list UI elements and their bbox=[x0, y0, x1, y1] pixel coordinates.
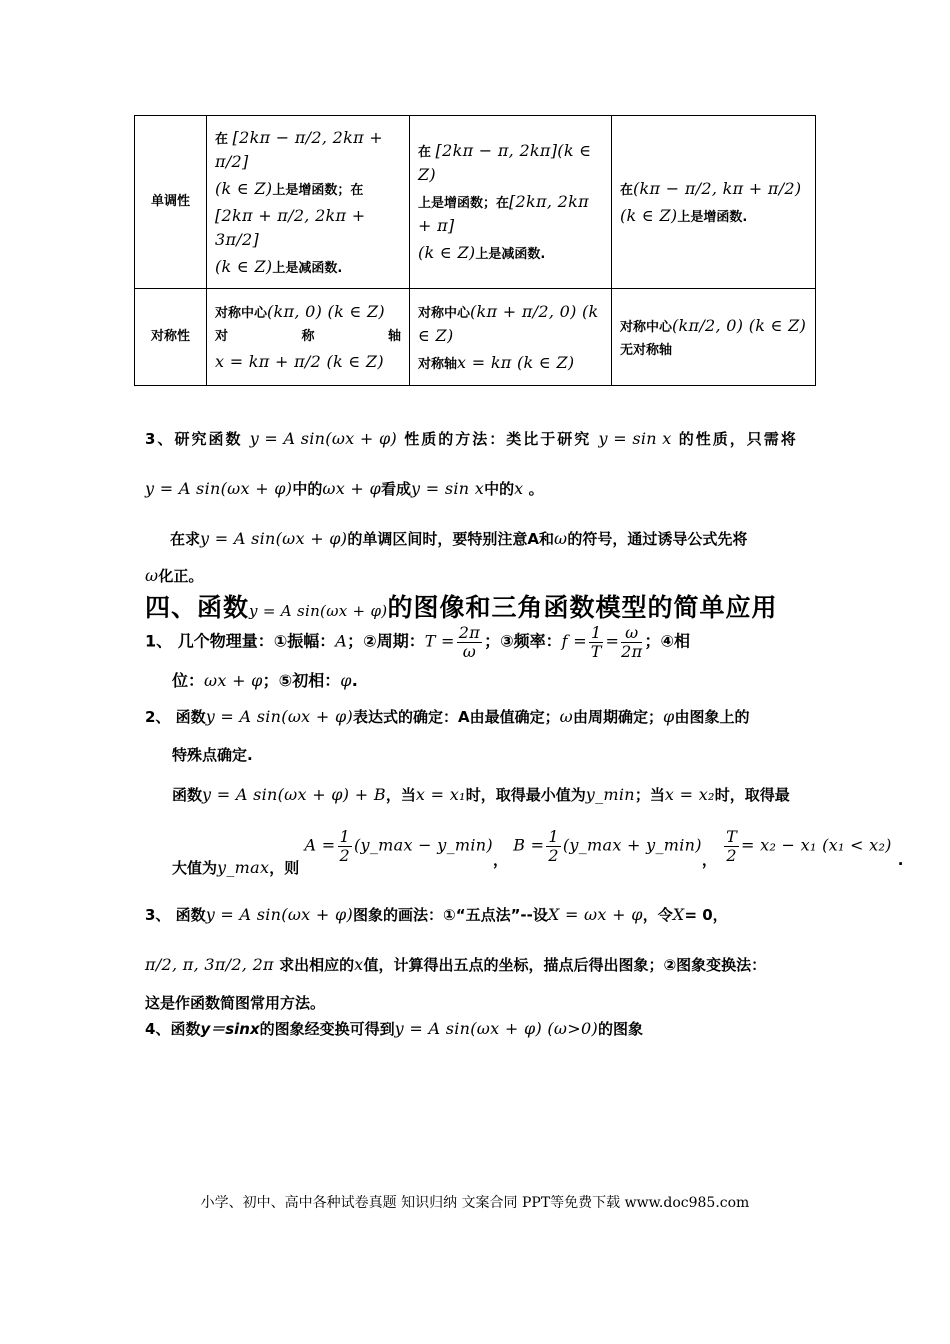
formula: x bbox=[514, 479, 524, 498]
formula: y = A sin(ωx + φ) bbox=[145, 479, 293, 498]
formula: (kπ − π/2, kπ + π/2) bbox=[633, 178, 802, 198]
formula: y = A sin(ωx + φ) bbox=[205, 707, 354, 726]
formula: y_min bbox=[585, 785, 635, 804]
formula: = bbox=[605, 631, 620, 651]
s3-line1: 3、研究函数 y = A sin(ωx + φ) 性质的方法：类比于研究 y = sin x 的性质，只需将 bbox=[145, 429, 798, 448]
formula: (kπ, 0) (k ∈ Z) bbox=[267, 302, 385, 322]
formula: T = bbox=[424, 631, 455, 651]
formula: (k ∈ Z) bbox=[418, 141, 592, 184]
cell-cos-symmetry: 对称中心(kπ + π/2, 0) (k ∈ Z) 对称轴x = kπ (k ∈ Z) bbox=[410, 289, 612, 386]
item4-line1: 4、函数y＝sinx的图象经变换可得到y = A sin(ωx + φ) (ω>0)的图象 bbox=[145, 1019, 644, 1038]
formula: x = kπ (k ∈ Z) bbox=[457, 352, 575, 372]
formula: (kπ + π/2, 0) (k ∈ Z) bbox=[418, 301, 599, 345]
fraction: $\frac{1}{T}$ bbox=[590, 623, 602, 661]
formula: x = kπ + π/2 (k ∈ Z) bbox=[215, 351, 384, 371]
formula: ωx + φ bbox=[204, 671, 263, 690]
formula: y = sin x bbox=[598, 429, 672, 448]
s3-line2: y = A sin(ωx + φ)中的ωx + φ看成y = sin x中的x 。 bbox=[145, 479, 544, 498]
formula: (y_max − y_min) bbox=[353, 835, 493, 855]
formula: (k ∈ Z) bbox=[418, 243, 476, 262]
item1-line1: 1、 几个物理量：①振幅：A；②周期：T = $\frac{2\pi}{\omega}$ ；③频率：f = $\frac{1}{T}$ = $\frac{\omega}{2\pi}$ ；④相 bbox=[145, 623, 691, 661]
item2-line4: 大值为y_max，则 A = $\frac{1}{2}$ (y_max − y_min)， B = $\frac{1}{2}$ (y_max + y_min)， $\frac{T}{2}$ = x₂ − x₁ (x₁ < x₂). bbox=[172, 827, 904, 877]
item3-line3: 这是作函数简图常用方法。 bbox=[145, 994, 326, 1012]
formula: (k ∈ Z) bbox=[620, 205, 678, 225]
page-footer: 小学、初中、高中各种试卷真题 知识归纳 文案合同 PPT等免费下载 www.doc985.com bbox=[200, 1195, 750, 1211]
formula: y = A sin(ωx + φ) bbox=[249, 602, 388, 620]
fraction: $\frac{1}{2}$ bbox=[548, 827, 559, 865]
formula: X bbox=[672, 905, 685, 924]
formula: y = A sin(ωx + φ) + B bbox=[202, 785, 386, 804]
fraction: $\frac{2\pi}{\omega}$ bbox=[458, 623, 481, 661]
formula: (kπ/2, 0) (k ∈ Z) bbox=[672, 315, 807, 335]
formula: x = x₂ bbox=[664, 785, 715, 804]
formula: A = bbox=[304, 835, 336, 855]
formula: y = A sin(ωx + φ) bbox=[200, 529, 348, 548]
formula: [2kπ, 2kπ + π] bbox=[418, 192, 589, 235]
table-row-symmetry bbox=[135, 289, 816, 386]
formula: f = bbox=[561, 631, 587, 651]
formula: B = bbox=[513, 835, 545, 855]
properties-table bbox=[134, 115, 816, 386]
formula: (k ∈ Z) bbox=[215, 256, 273, 276]
item3-line2: π/2, π, 3π/2, 2π 求出相应的x值，计算得出五点的坐标，描点后得出图象；②图象变换法： bbox=[145, 955, 767, 974]
formula: [2kπ + π/2, 2kπ + 3π/2] bbox=[215, 205, 366, 249]
item2-line3: 函数y = A sin(ωx + φ) + B，当x = x₁时，取得最小值为y_min；当x = x₂时，取得最 bbox=[172, 785, 790, 804]
item1-line2: 位：ωx + φ；⑤初相：φ. bbox=[172, 671, 358, 690]
section-heading: 四、函数y = A sin(ωx + φ)的图像和三角函数模型的简单应用 bbox=[145, 593, 778, 622]
cell-tan-symmetry: 对称中心(kπ/2, 0) (k ∈ Z) 无对称轴 bbox=[612, 289, 816, 386]
formula: X = ωx + φ bbox=[547, 905, 643, 924]
s3-note-line1: 在求y = A sin(ωx + φ)的单调区间时，要特别注意A和ω的符号，通过诱导公式先将 bbox=[170, 529, 748, 548]
formula: ω bbox=[559, 707, 573, 726]
header-monotonic: 单调性 bbox=[135, 116, 207, 289]
formula: ωx + φ bbox=[322, 479, 381, 498]
formula: x bbox=[354, 955, 364, 974]
formula: y = A sin(ωx + φ) (ω>0) bbox=[394, 1019, 599, 1038]
cell-sin-monotonic: 在 [2kπ − π/2, 2kπ + π/2] (k ∈ Z)上是增函数；在 [2kπ + π/2, 2kπ + 3π/2] (k ∈ Z)上是减函数. bbox=[207, 116, 410, 289]
formula: y＝sinx bbox=[200, 1020, 260, 1038]
formula: [2kπ − π/2, 2kπ + π/2] bbox=[215, 127, 383, 171]
cell-cos-monotonic: 在 [2kπ − π, 2kπ](k ∈ Z) 上是增函数；在[2kπ, 2kπ + π] (k ∈ Z)上是减函数. bbox=[410, 116, 612, 289]
header-symmetry: 对称性 bbox=[135, 289, 207, 386]
formula: π/2, π, 3π/2, 2π bbox=[145, 955, 274, 974]
formula: y = A sin(ωx + φ) bbox=[205, 905, 354, 924]
fraction: $\frac{1}{2}$ bbox=[339, 827, 350, 865]
table-row-monotonic bbox=[135, 116, 816, 289]
item2-line1: 2、 函数y = A sin(ωx + φ)表达式的确定：A由最值确定；ω由周期确定；φ由图象上的 bbox=[145, 707, 750, 726]
cell-tan-monotonic: 在(kπ − π/2, kπ + π/2) (k ∈ Z)上是增函数. bbox=[612, 116, 816, 289]
item3-line1: 3、 函数y = A sin(ωx + φ)图象的画法：①“五点法”--设X = ωx + φ，令X= 0， bbox=[145, 905, 728, 924]
formula: φ bbox=[340, 671, 352, 690]
fraction: $\frac{T}{2}$ bbox=[726, 827, 738, 865]
formula: ω bbox=[553, 529, 568, 548]
formula: y = A sin(ωx + φ) bbox=[249, 429, 398, 448]
formula: [2kπ − π, 2kπ] bbox=[435, 141, 558, 160]
formula: x = x₁ bbox=[415, 785, 466, 804]
formula: y_max bbox=[217, 857, 270, 877]
formula: = x₂ − x₁ (x₁ < x₂) bbox=[741, 835, 892, 855]
formula: A bbox=[335, 631, 348, 651]
fraction: $\frac{\omega}{2\pi}$ bbox=[621, 623, 643, 661]
formula: ω bbox=[145, 566, 159, 585]
cell-sin-symmetry: 对称中心(kπ, 0) (k ∈ Z) 对 称 轴 x = kπ + π/2 (k ∈ Z) bbox=[207, 289, 410, 386]
formula: (y_max + y_min) bbox=[562, 835, 702, 855]
formula: y = sin x bbox=[411, 479, 485, 498]
item2-line2: 特殊点确定. bbox=[172, 746, 253, 764]
formula: (k ∈ Z) bbox=[215, 178, 273, 198]
s3-note-line2: ω化正。 bbox=[145, 566, 204, 585]
formula: φ bbox=[663, 707, 675, 726]
